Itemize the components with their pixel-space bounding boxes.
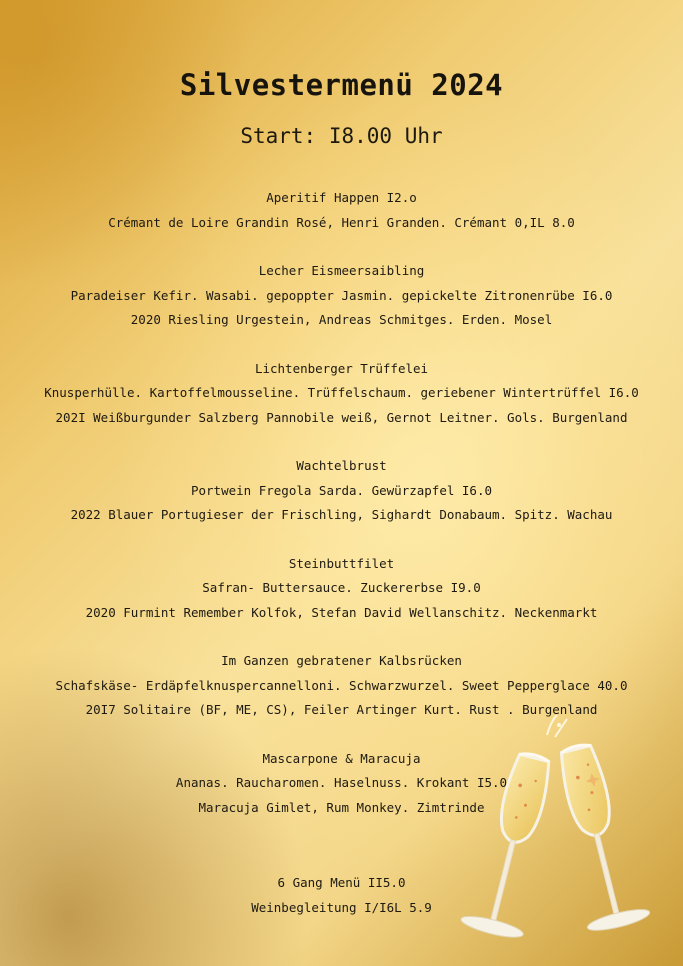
start-time: Start: I8.00 Uhr bbox=[240, 124, 443, 148]
course-kalbsruecken bbox=[0, 649, 683, 723]
course-wine: Maracuja Gimlet, Rum Monkey. Zimtrinde bbox=[198, 799, 485, 815]
menu-price: 6 Gang Menü II5.0 bbox=[277, 875, 406, 890]
champagne-glasses-icon bbox=[455, 715, 665, 960]
wine-pairing-price: Weinbegleitung I/I6L 5.9 bbox=[251, 900, 432, 915]
course-line: Crémant de Loire Grandin Rosé, Henri Granden. Crémant 0,IL 8.0 bbox=[108, 214, 575, 230]
course-wine: 2020 Furmint Remember Kolfok, Stefan David Wellanschitz. Neckenmarkt bbox=[85, 604, 598, 620]
course-wine: 20I7 Solitaire (BF, ME, CS), Feiler Artinger Kurt. Rust . Burgenland bbox=[85, 702, 598, 717]
course-line: Schafskäse- Erdäpfelknuspercannelloni. Schwarzwurzel. Sweet Pepperglace 40.0 bbox=[55, 677, 628, 693]
course-line: Safran- Buttersauce. Zuckererbse I9.0 bbox=[202, 580, 481, 595]
course-wine: 202I Weißburgunder Salzberg Pannobile weiß, Gernot Leitner. Gols. Burgenland bbox=[55, 409, 628, 425]
course-name: Steinbuttfilet bbox=[288, 555, 395, 571]
course-name: Lecher Eismeersaibling bbox=[258, 263, 425, 278]
course-line: Paradeiser Kefir. Wasabi. gepoppter Jasmin. gepickelte Zitronenrübe I6.0 bbox=[70, 287, 613, 303]
course-wachtel bbox=[0, 454, 683, 528]
course-name: Im Ganzen gebratener Kalbsrücken bbox=[221, 653, 462, 668]
course-name: Aperitif Happen I2.o bbox=[266, 190, 417, 205]
course-trueffel bbox=[0, 357, 683, 431]
course-wine: 2020 Riesling Urgestein, Andreas Schmitges. Erden. Mosel bbox=[130, 312, 553, 327]
course-saibling bbox=[0, 259, 683, 333]
course-name: Lichtenberger Trüffelei bbox=[254, 360, 429, 376]
course-aperitif bbox=[0, 186, 683, 235]
course-wine: 2022 Blauer Portugieser der Frischling, Sighardt Donabaum. Spitz. Wachau bbox=[70, 507, 613, 522]
course-line: Knusperhülle. Kartoffelmousseline. Trüffelschaum. geriebener Wintertrüffel I6.0 bbox=[44, 385, 639, 400]
course-steinbutt bbox=[0, 552, 683, 626]
course-name: Mascarpone & Maracuja bbox=[262, 750, 421, 766]
course-line: Portwein Fregola Sarda. Gewürzapfel I6.0 bbox=[190, 482, 493, 498]
course-name: Wachtelbrust bbox=[296, 458, 387, 473]
page-title: Silvestermenü 2024 bbox=[179, 68, 504, 102]
course-line: Ananas. Raucharomen. Haselnuss. Krokant I5.0 bbox=[175, 775, 508, 790]
